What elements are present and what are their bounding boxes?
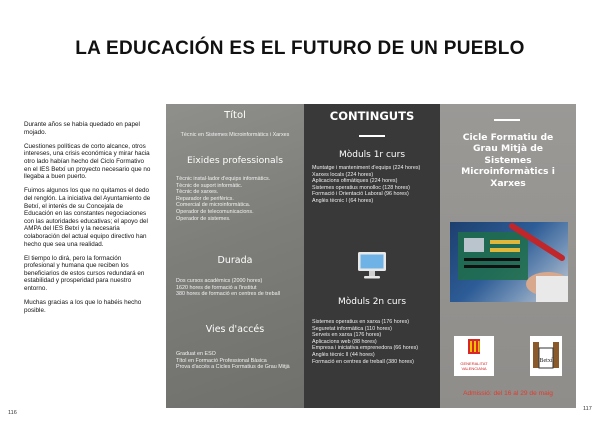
paragraph: El tiempo lo dirá, pero la formación profesional y humana que reciben los beneficiarios de estos cursos redundará en estabilidad y prosperidad para nuestro entorno. — [24, 254, 145, 293]
list-item: Serveis en xarxa (176 hores) — [312, 332, 382, 339]
list-item: Anglès tècnic I (64 hores) — [312, 197, 374, 204]
list-item: Xarxes locals (224 hores) — [312, 171, 374, 178]
list-item: Operador de sistemes. — [176, 215, 231, 222]
list-item: Empresa i iniciativa emprenedora (66 hores) — [312, 345, 419, 352]
divider — [359, 135, 385, 137]
paragraph: Muchas gracias a los que lo habéis hecho posible. — [24, 299, 142, 314]
betxi-logo — [530, 336, 562, 376]
divider — [494, 119, 520, 121]
modules-1-heading: Mòduls 1r curs — [338, 150, 406, 160]
paragraph: Fuimos algunos los que no quitamos el dedo del renglón. La iniciativa del Ayuntamiento de Betxí, el interés de su Concejala de Educación en las constantes negociaciones con las autoridades educativas; el apoyo del AMPA del IES Betxí y la necesaria colaboración del actual equipo directivo han hecho que sea una realidad. — [24, 187, 151, 248]
list-item: Aplicacions ofimàtiques (224 hores) — [312, 178, 398, 185]
computer-monitor-icon — [356, 249, 388, 281]
vies-list — [176, 351, 296, 371]
list-item: Reparador de perifèrics. — [176, 195, 234, 202]
brochure-info-column — [166, 104, 304, 408]
titol-text: Tècnic en Sistemes Microinformàtics i Xarxes — [180, 132, 290, 138]
eixides-heading: Eixides professionals — [187, 155, 283, 166]
betxi-logo-text: Betxí — [539, 358, 553, 364]
list-item: 380 hores de formació en centres de treball — [176, 291, 280, 298]
list-item: Graduat en ESO — [176, 351, 216, 357]
list-item: Tècnic instal·lador d'equips informàtics. — [176, 176, 271, 182]
article-text — [24, 121, 152, 321]
course-title-line: Sistemes — [484, 154, 532, 166]
page-title: LA EDUCACIÓN ES EL FUTURO DE UN PUEBLO — [75, 38, 525, 59]
continguts-heading: CONTINGUTS — [329, 109, 415, 123]
list-item: Muntatge i manteniment d'equips (224 hores) — [312, 165, 421, 171]
page-number-right: 117 — [583, 406, 592, 412]
list-item: Títol en Formació Professional Bàsica — [176, 357, 267, 364]
list-item: 1620 hores de formació a l'institut — [176, 284, 257, 291]
eixides-list — [176, 176, 296, 222]
list-item: Dos cursos acadèmics (2000 hores) — [176, 278, 263, 284]
list-item: Seguretat informàtica (110 hores) — [312, 325, 392, 332]
modules-2-list — [312, 319, 434, 365]
list-item: Formació i Orientació Laboral (96 hores) — [312, 191, 409, 198]
list-item: Aplicacions web (88 hores) — [312, 338, 377, 345]
course-title — [440, 132, 576, 189]
course-title-line: Microinformàtics i — [461, 166, 555, 178]
generalitat-logo-text: VALENCIANA — [461, 366, 487, 371]
modules-2-heading: Mòduls 2n curs — [337, 297, 407, 307]
page-number-left: 116 — [8, 410, 17, 416]
course-title-line: Cicle Formatiu de — [462, 132, 554, 143]
list-item: Tècnic de xarxes. — [176, 189, 219, 196]
list-item: Operador de telecomunicacions. — [176, 208, 254, 215]
durada-list — [176, 278, 296, 298]
modules-1-list — [312, 165, 434, 205]
list-item: Formació en centres de treball (380 hores) — [312, 358, 414, 365]
durada-heading: Durada — [217, 255, 253, 266]
paragraph: Cuestiones políticas de corto alcance, otros intereses, una crisis económica y mirar hacia otro lado habían hecho del Ciclo Formativo en el IES Betxí un proyecto necesario que no llegaba a buen puerto. — [24, 142, 151, 181]
list-item: Anglès tècnic II (44 hores) — [312, 351, 375, 358]
course-brochure — [166, 104, 576, 408]
brochure-cover-column — [440, 104, 576, 408]
list-item: Comercial de microinformàtica. — [176, 202, 251, 209]
brochure-contents-column — [304, 104, 440, 408]
course-title-line: Grau Mitjà de — [472, 143, 544, 155]
generalitat-logo — [454, 336, 494, 376]
generalitat-logo-text: GENERALITAT — [460, 361, 488, 366]
vies-heading: Vies d'accés — [205, 324, 265, 335]
paragraph: Durante años se había quedado en papel mojado. — [24, 121, 140, 136]
list-item: Prova d'accés a Cicles Formatius de Grau Mitjà — [176, 364, 290, 371]
hardware-photo — [450, 222, 568, 302]
list-item: Sistemes operatius en xarxa (176 hores) — [312, 319, 410, 325]
titol-heading: Títol — [224, 110, 246, 121]
list-item: Tècnic de suport informàtic. — [176, 182, 243, 189]
course-title-line: Xarxes — [490, 177, 526, 189]
list-item: Sistemes operatius monolloc (128 hores) — [312, 184, 410, 191]
admission-dates: Admissió: del 16 al 29 de maig — [463, 390, 553, 397]
